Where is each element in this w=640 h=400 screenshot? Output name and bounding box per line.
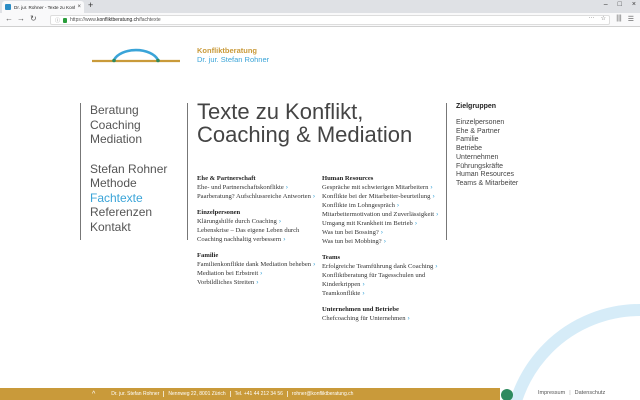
target-group-link[interactable]: Betriebe xyxy=(456,145,483,153)
info-icon[interactable]: ⓘ xyxy=(55,17,61,24)
logo-arc-icon[interactable] xyxy=(92,44,180,64)
tab-title: Dr. jur. Rohner - Texte zu Konf xyxy=(14,4,76,10)
chevron-right-icon: › xyxy=(256,279,259,286)
footer-links xyxy=(538,390,605,396)
window-controls xyxy=(604,1,636,8)
target-group-link[interactable]: Teams & Mitarbeiter xyxy=(456,179,519,187)
text-section xyxy=(197,252,317,287)
chevron-right-icon: › xyxy=(430,184,433,191)
hamburger-menu-icon[interactable]: ☰ xyxy=(627,16,634,23)
article-link-label: Vorbildliches Streiten xyxy=(197,279,255,286)
address-bar[interactable] xyxy=(50,15,610,25)
datenschutz-link[interactable]: Datenschutz xyxy=(574,390,606,396)
browser-tab-bar xyxy=(0,0,640,13)
nav-gap xyxy=(90,147,167,162)
forward-button[interactable]: → xyxy=(17,14,25,23)
url-actions xyxy=(589,15,606,22)
article-link[interactable] xyxy=(197,269,317,278)
article-link[interactable] xyxy=(322,262,442,271)
main-nav-list xyxy=(90,103,167,234)
chevron-right-icon: › xyxy=(312,193,316,200)
url-domain: konfliktberatung.ch xyxy=(96,17,139,23)
chevron-right-icon: › xyxy=(380,229,383,236)
library-icon[interactable]: ||| xyxy=(616,15,622,22)
section-heading: Unternehmen und Betriebe xyxy=(322,306,399,313)
text-section xyxy=(197,209,317,244)
article-link-label: Teamkonflikte xyxy=(322,290,361,297)
article-link[interactable] xyxy=(197,226,317,244)
article-link[interactable] xyxy=(322,183,442,192)
article-link-label: Familienkonflikte dank Mediation beheben xyxy=(197,261,312,268)
page-title-line2: Coaching & Mediation xyxy=(197,122,413,147)
article-link[interactable] xyxy=(197,192,317,201)
article-link-label: Klärungshilfe durch Coaching xyxy=(197,218,277,225)
chevron-right-icon: › xyxy=(362,281,365,288)
chevron-right-icon: › xyxy=(285,184,288,191)
section-heading: Human Resources xyxy=(322,175,374,182)
browser-toolbar xyxy=(0,13,640,27)
chevron-right-icon: › xyxy=(313,261,316,268)
close-window-button[interactable]: × xyxy=(631,1,636,8)
brand-line2: Dr. jur. Stefan Rohner xyxy=(197,55,270,64)
browser-menu-icons xyxy=(616,15,634,23)
section-heading: Ehe & Partnerschaft xyxy=(197,175,256,182)
url-prefix: https://www. xyxy=(70,17,97,23)
footer-contact-item: Tel. +41 44 212 34 56 xyxy=(231,391,288,397)
target-groups xyxy=(456,103,518,189)
page-title-line1: Texte zu Konflikt, xyxy=(197,99,364,124)
favicon-icon xyxy=(5,4,11,10)
texts-column-1 xyxy=(197,175,317,295)
page-title xyxy=(197,100,412,146)
chevron-right-icon: › xyxy=(362,290,365,297)
nav-item-stefan-rohner[interactable]: Stefan Rohner xyxy=(90,161,168,176)
article-link-label: Paarberatung? Aufschlussreiche Antworten xyxy=(197,193,311,200)
article-link-label: Mitarbeitermotivation und Zuverlässigkeit xyxy=(322,211,435,218)
article-link-label: Konflikte bei der Mitarbeiter-beurteilung xyxy=(322,193,431,200)
article-link[interactable] xyxy=(322,219,442,228)
nav-item-methode[interactable]: Methode xyxy=(90,176,137,190)
article-link-label: Ehe- und Partnerschaftskonflikte xyxy=(197,184,284,191)
lock-icon xyxy=(63,18,67,23)
nav-item-mediation[interactable]: Mediation xyxy=(90,132,143,146)
chevron-right-icon: › xyxy=(278,218,282,225)
impressum-link[interactable]: Impressum xyxy=(538,390,566,396)
article-link-label: Erfolgreiche Teamführung dank Coaching xyxy=(322,263,434,270)
article-link-label: Was tun bei Mobbing? xyxy=(322,238,382,245)
chevron-right-icon: › xyxy=(396,202,400,209)
article-link[interactable] xyxy=(322,314,442,323)
article-link-label: Konflikte im Lohngespräch xyxy=(322,202,395,209)
article-link[interactable] xyxy=(197,260,317,269)
nav-item-coaching[interactable]: Coaching xyxy=(90,117,141,132)
target-group-link[interactable]: Familie xyxy=(456,136,479,144)
reload-button[interactable]: ↻ xyxy=(30,14,37,23)
target-group-link[interactable]: Unternehmen xyxy=(456,153,499,161)
section-heading: Familie xyxy=(197,252,219,259)
chevron-right-icon: › xyxy=(407,315,410,322)
article-link-label: Mediation bei Erbstreit xyxy=(197,270,259,277)
chevron-right-icon: › xyxy=(435,263,438,270)
target-groups-heading: Zielgruppen xyxy=(456,103,497,110)
bookmark-star-icon[interactable]: ☆ xyxy=(600,16,606,22)
nav-item-beratung[interactable]: Beratung xyxy=(90,103,139,117)
article-link[interactable] xyxy=(322,192,442,201)
footer-contact-item: Nennweg 22, 8001 Zürich xyxy=(164,391,230,397)
target-group-link[interactable]: Ehe & Partner xyxy=(456,127,500,135)
nav-item-kontakt[interactable]: Kontakt xyxy=(90,219,131,234)
footer-contact-item: Dr. jur. Stefan Rohner xyxy=(107,391,164,397)
section-heading: Einzelpersonen xyxy=(197,209,241,216)
article-link[interactable] xyxy=(197,278,317,287)
chevron-right-icon: › xyxy=(283,236,286,243)
chevron-right-icon: › xyxy=(383,238,386,245)
target-group-link[interactable]: Human Resources xyxy=(456,171,514,179)
right-divider xyxy=(446,103,447,240)
article-link-label: Lebenskrise – Das eigene Leben durch Coaching nachhaltig verbessern xyxy=(197,227,300,243)
footer-contact-item[interactable]: rohner@konfliktberatung.ch xyxy=(291,391,354,397)
chevron-right-icon: › xyxy=(432,193,435,200)
article-link-label: Gespräche mit schwierigen Mitarbeitern xyxy=(322,184,429,191)
article-link[interactable] xyxy=(322,228,442,237)
text-section xyxy=(322,306,442,323)
tab-close-icon[interactable]: × xyxy=(77,4,81,10)
text-section xyxy=(322,254,442,298)
url-text xyxy=(70,17,161,23)
decorative-arc-icon xyxy=(490,290,640,400)
nav-item-referenzen[interactable]: Referenzen xyxy=(90,205,153,219)
chevron-right-icon: › xyxy=(436,211,439,218)
article-link[interactable] xyxy=(322,271,442,289)
article-link-label: Chefcoaching für Unternehmen xyxy=(322,315,406,322)
footer-dot-icon xyxy=(501,389,513,400)
maximize-button[interactable]: □ xyxy=(617,1,622,8)
brand-line1: Konfliktberatung xyxy=(197,46,257,55)
article-link[interactable] xyxy=(322,237,442,246)
footer-bar xyxy=(0,388,500,400)
url-path: /fachtexte xyxy=(138,17,161,23)
browser-tab[interactable] xyxy=(2,1,84,13)
text-section xyxy=(322,175,442,246)
article-link-label: Umgang mit Krankheit im Betrieb xyxy=(322,220,413,227)
article-link-label: Was tun bei Bossing? xyxy=(322,229,379,236)
target-group-link[interactable]: Einzelpersonen xyxy=(456,119,505,126)
back-button[interactable]: ← xyxy=(5,14,13,23)
new-tab-button[interactable]: + xyxy=(88,0,94,10)
chevron-right-icon: › xyxy=(414,220,418,227)
target-group-link[interactable]: Führungskräfte xyxy=(456,162,504,170)
section-heading: Teams xyxy=(322,254,341,261)
minimize-button[interactable]: – xyxy=(603,1,608,8)
article-link[interactable] xyxy=(322,201,442,210)
scroll-up-icon[interactable]: ^ xyxy=(92,390,96,398)
text-section xyxy=(197,175,317,201)
page-actions-icon[interactable]: ··· xyxy=(588,15,595,21)
brand-text[interactable] xyxy=(197,46,269,64)
chevron-right-icon: › xyxy=(260,270,263,277)
article-link[interactable] xyxy=(197,183,317,192)
nav-item-fachtexte[interactable]: Fachtexte xyxy=(90,190,143,205)
footer-link-separator: | xyxy=(569,390,571,396)
texts-column-2 xyxy=(322,175,442,331)
article-link[interactable] xyxy=(322,289,442,298)
article-link[interactable] xyxy=(197,217,317,226)
article-link[interactable] xyxy=(322,210,442,219)
article-link-label: Konfliktberatung für Tagesschulen und Kinderkrippen xyxy=(322,272,426,288)
main-nav xyxy=(80,103,188,240)
